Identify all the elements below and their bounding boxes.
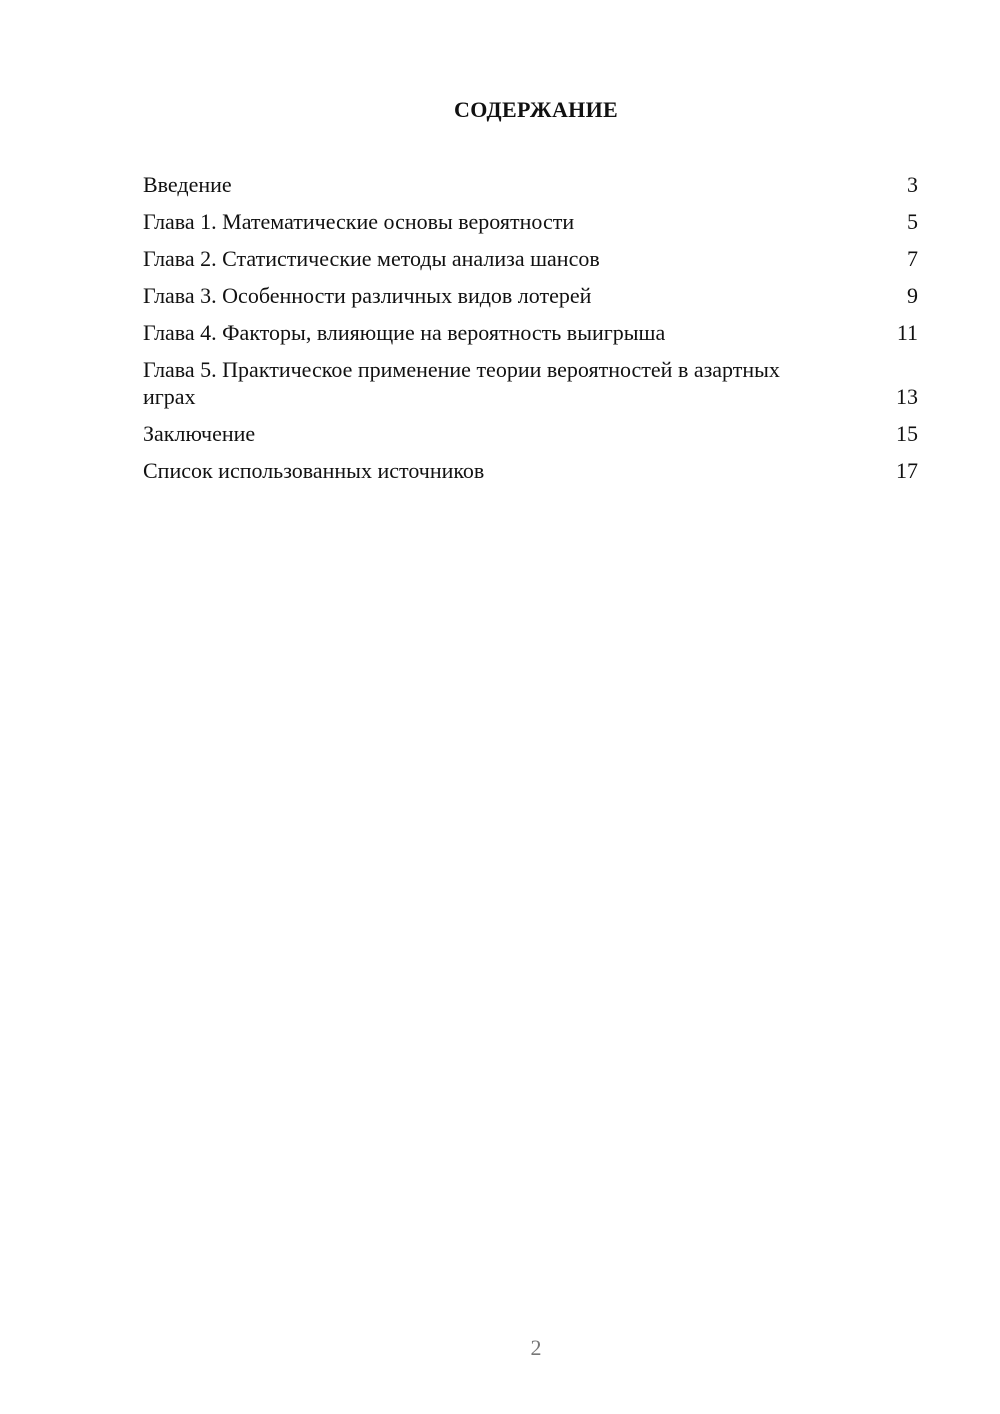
toc-entry-label: Список использованных источников xyxy=(143,458,485,483)
toc-entry xyxy=(143,420,918,447)
toc-entry-page: 7 xyxy=(907,246,918,271)
table-of-contents xyxy=(143,171,918,494)
page-number: 2 xyxy=(530,1335,542,1360)
toc-entry xyxy=(143,171,918,198)
toc-entry-page: 13 xyxy=(896,384,918,409)
toc-entry-label: Глава 5. Практическое применение теории вероятностей в азартных играх xyxy=(143,357,780,409)
toc-entry-label: Введение xyxy=(143,172,232,197)
toc-entry xyxy=(143,282,918,309)
toc-entry-page: 11 xyxy=(896,320,918,345)
toc-entry-page: 3 xyxy=(907,172,918,197)
toc-entry xyxy=(143,356,918,410)
toc-entry-page: 5 xyxy=(907,209,918,234)
toc-entry-page: 17 xyxy=(896,458,918,483)
toc-entry xyxy=(143,245,918,272)
toc-entry-page: 9 xyxy=(907,283,918,308)
toc-entry-label: Глава 4. Факторы, влияющие на вероятность выигрыша xyxy=(143,320,666,345)
toc-entry xyxy=(143,208,918,235)
toc-entry-label: Глава 3. Особенности различных видов лотерей xyxy=(143,283,592,308)
toc-entry xyxy=(143,319,918,346)
toc-entry xyxy=(143,457,918,484)
toc-entry-label: Глава 1. Математические основы вероятности xyxy=(143,209,575,234)
page-title: СОДЕРЖАНИЕ xyxy=(454,97,618,122)
toc-entry-label: Заключение xyxy=(143,421,256,446)
toc-entry-page: 15 xyxy=(896,421,918,446)
toc-entry-label: Глава 2. Статистические методы анализа шансов xyxy=(143,246,600,271)
